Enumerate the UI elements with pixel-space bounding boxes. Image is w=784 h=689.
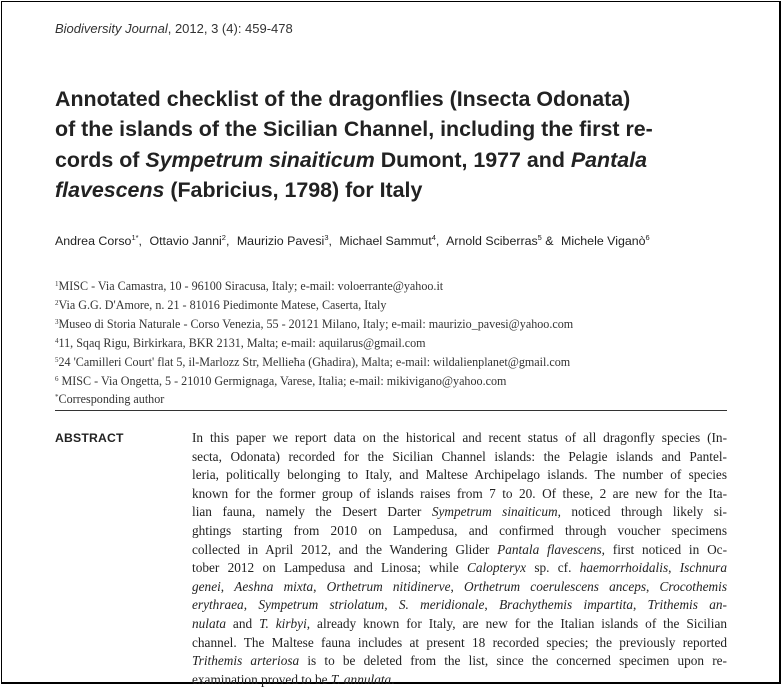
abstract-line: In this paper we report data on the historical and recent status of all dragonfly species (In- [192, 430, 727, 445]
author: Michele Viganò$^6$ [561, 233, 650, 248]
author: Andrea Corso$^{1*}$, [55, 233, 142, 248]
affiliation: $^5$24 'Camilleri Court' flat 5, il-Marlozz Str, Mellieħa (Għadira), Malta; e-mail: wildalienplanet@gmail.com [55, 354, 571, 369]
title-line: Annotated checklist of the dragonflies (Insecta Odonata) [55, 87, 631, 111]
journal-citation [55, 21, 293, 36]
author: Maurizio Pavesi$^3$, [236, 233, 332, 248]
abstract-heading: ABSTRACT [55, 431, 124, 445]
abstract-line: channel. The Maltese fauna includes at present 18 recorded species; the previously reported [192, 634, 727, 650]
affiliation: $^3$Museo di Storia Naturale - Corso Venezia, 55 - 20121 Milano, Italy; e-mail: maurizio_pavesi@yahoo.com [55, 316, 574, 331]
affiliation: $^1$MISC - Via Camastra, 10 - 96100 Siracusa, Italy; e-mail: voloerrante@yahoo.it [55, 279, 444, 293]
abstract-line: secta, Odonata) recorded for the Sicilian Channel islands: the Pelagie islands and Pantel- [192, 448, 727, 464]
corresponding-author-note: *Corresponding author [55, 392, 165, 407]
author-list [55, 233, 650, 248]
title-line: of the islands of the Sicilian Channel, including the first re- [55, 117, 653, 142]
abstract-line: collected in April 2012, and the Wandering Glider Pantala flavescens, first noticed in Oc- [192, 541, 728, 557]
affiliation: $^2$Via G.G. D'Amore, n. 21 - 81016 Piedimonte Matese, Caserta, Italy [55, 297, 387, 312]
journal-issue: , 2012, 3 (4): 459-478 [167, 21, 293, 36]
author: Michael Sammut$^4$, [339, 233, 440, 248]
author: Arnold Sciberras$^5$ & [446, 233, 554, 248]
abstract-text [192, 429, 727, 689]
abstract-line: leria, politically belonging to Italy, and Maltese Archipelago islands. The number of species [192, 467, 727, 483]
abstract-line: lian fauna, namely the Desert Darter Sympetrum sinaiticum, noticed through likely si- [192, 504, 727, 520]
title-line: cords of Sympetrum sinaiticum Dumont, 1977 and Pantala [55, 147, 647, 172]
abstract-line: Trithemis arteriosa is to be deleted from the list, since the concerned specimen upon re- [192, 653, 727, 669]
author: Ottavio Janni$^2$, [149, 233, 230, 248]
abstract-line: ghtings starting from 2010 on Lampedusa, and confirmed through voucher specimens [192, 522, 727, 538]
section-divider [55, 410, 727, 411]
affiliation: $^4$11, Sqaq Rigu, Birkirkara, BKR 2131, Malta; e-mail: aquilarus@gmail.com [55, 335, 426, 350]
abstract-line: known for the former group of islands raises from 7 to 20. Of these, 2 are new for the Ita- [192, 485, 727, 501]
abstract-line: erythraea, Sympetrum striolatum, S. meridionale, Brachythemis impartita, Trithemis an- [192, 597, 727, 613]
journal-name: Biodiversity Journal [55, 21, 168, 36]
affiliation-list [55, 276, 715, 408]
affiliation: $^6$ MISC - Via Ongetta, 5 - 21010 Germignaga, Varese, Italia; e-mail: mikivigano@yahoo.com [55, 373, 507, 388]
article-title [55, 84, 745, 205]
title-line: flavescens (Fabricius, 1798) for Italy [55, 177, 423, 202]
abstract-line: nulata and T. kirbyi, already known for Italy, are new for the Italian islands of the Sicilian [192, 615, 727, 631]
abstract-line: genei, Aeshna mixta, Orthetrum nitidinerve, Orthetrum coerulescens anceps, Crocothemis [192, 578, 727, 594]
abstract-line: examination proved to be T. annulata. [192, 671, 395, 687]
abstract-line: tober 2012 on Lampedusa and Linosa; while Calopteryx sp. cf. haemorrhoidalis, Ischnura [192, 560, 727, 576]
